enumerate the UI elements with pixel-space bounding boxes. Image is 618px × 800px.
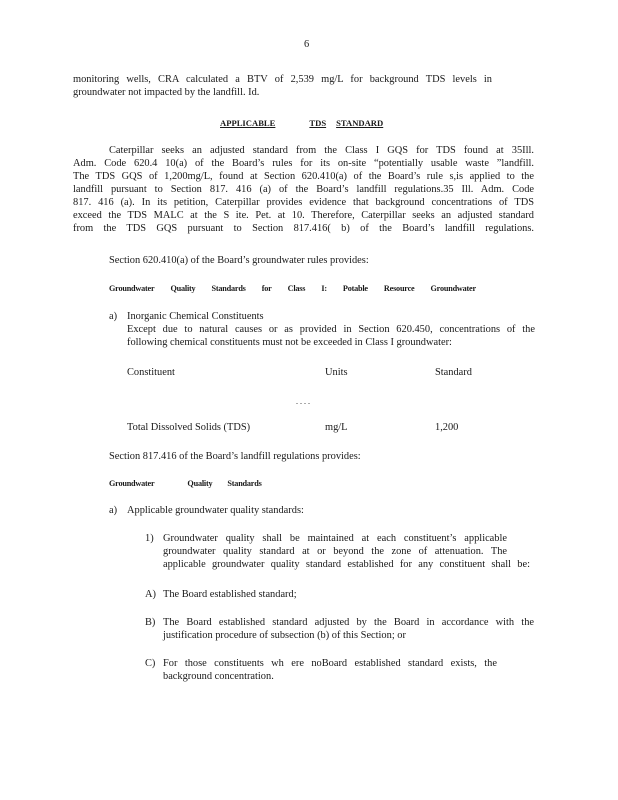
heading-word: I: (321, 284, 327, 293)
heading-word: Class (287, 284, 306, 293)
item-1-text-cont (163, 558, 530, 571)
table-row-units: mg/L (325, 422, 348, 433)
heading-word: Potable (342, 284, 368, 293)
intro-line: groundwater not impacted by the landfill. Id. (73, 87, 260, 98)
item-label: 1) (145, 533, 154, 544)
section-heading-part: STANDARD (336, 118, 384, 128)
paragraph-line: exceed the TDS MALC at the S ite. Pet. at 10. Therefore, Caterpillar seeks an adjusted standard (73, 210, 534, 221)
item-label: a) (109, 311, 118, 322)
item-label: a) (109, 505, 118, 516)
heading-word: Resource (383, 284, 415, 293)
item-line: Except due to natural causes or as provided in Section 620.450, concentrations of the (127, 324, 535, 335)
paragraph-line: The TDS GQS of 1,200mg/L, found at Section 620.410(a) of the Board’s rule s,is applied to the (73, 171, 534, 182)
table-header-units: Units (325, 367, 348, 378)
paragraph-caterpillar (73, 144, 534, 235)
item-line: groundwater quality standard at or beyond the zone of attenuation. The (163, 546, 507, 557)
item-text: The Board established standard; (163, 589, 297, 600)
item-line: following chemical constituents must not be exceeded in Class I groundwater: (127, 337, 452, 348)
section-heading-part: APPLICABLE (220, 118, 276, 128)
item-body (163, 616, 534, 642)
paragraph-line: Caterpillar seeks an adjusted standard from the Class I GQS for TDS found at 35Ill. (109, 145, 534, 156)
item-line: The Board established standard adjusted by the Board in accordance with the (163, 617, 534, 628)
heading-word: Quality (170, 284, 196, 293)
section-heading (220, 118, 384, 128)
quote-intro: Section 817.416 of the Board’s landfill regulations provides: (109, 451, 361, 462)
table-header-standard: Standard (435, 367, 472, 378)
quote-intro: Section 620.410(a) of the Board’s groundwater rules provides: (109, 255, 369, 266)
page-number: 6 (304, 39, 310, 50)
table-row-standard: 1,200 (435, 422, 459, 433)
heading-word: Groundwater (430, 284, 476, 293)
intro-line: monitoring wells, CRA calculated a BTV of 2,539 mg/L for background TDS levels in (73, 74, 492, 85)
intro-paragraph (73, 73, 492, 99)
table-row-name: Total Dissolved Solids (TDS) (127, 422, 251, 433)
heading-word: Standards (227, 479, 262, 488)
paragraph-line: 817. 416 (a). In its petition, Caterpillar provides evidence that background concentrations of TDS (73, 197, 534, 208)
paragraph-line: Adm. Code 620.4 10(a) of the Board’s rules for its on-site “potentially usable waste ”landfill. (73, 158, 534, 169)
item-line: Groundwater quality shall be maintained at each constituent’s applicable (163, 533, 507, 544)
item-body (163, 657, 497, 683)
item-title: Inorganic Chemical Constituents (127, 311, 264, 322)
item-line: justification procedure of subsection (b) of this Section; or (163, 630, 406, 641)
heading-word: Groundwater (109, 284, 155, 293)
item-line: For those constituents wh ere noBoard established standard exists, the (163, 658, 497, 669)
quote-heading (109, 284, 476, 293)
section-heading-part: TDS (309, 118, 327, 128)
item-line: background concentration. (163, 671, 274, 682)
paragraph-line: from the TDS GQS pursuant to Section 817.416( b) of the Board’s landfill regulations. (73, 223, 534, 234)
item-1-text (163, 532, 507, 545)
table-ellipsis: . . . . (296, 397, 310, 406)
item-body (127, 323, 535, 349)
item-line: applicable groundwater quality standard established for any constituent shall be: (163, 559, 530, 570)
item-text: Applicable groundwater quality standards: (127, 505, 304, 516)
heading-word: Standards (211, 284, 246, 293)
item-1-text-cont (163, 545, 507, 558)
table-header-constituent: Constituent (127, 367, 175, 378)
item-label: A) (145, 589, 156, 600)
paragraph-line: landfill pursuant to Section 817. 416 (a) of the Board’s landfill regulations.35 Ill. Adm. Code (73, 184, 534, 195)
heading-word: for (261, 284, 272, 293)
quote-heading (109, 479, 262, 488)
item-label: B) (145, 617, 156, 628)
heading-word: Quality (187, 479, 213, 488)
item-label: C) (145, 658, 156, 669)
heading-word: Groundwater (109, 479, 155, 488)
